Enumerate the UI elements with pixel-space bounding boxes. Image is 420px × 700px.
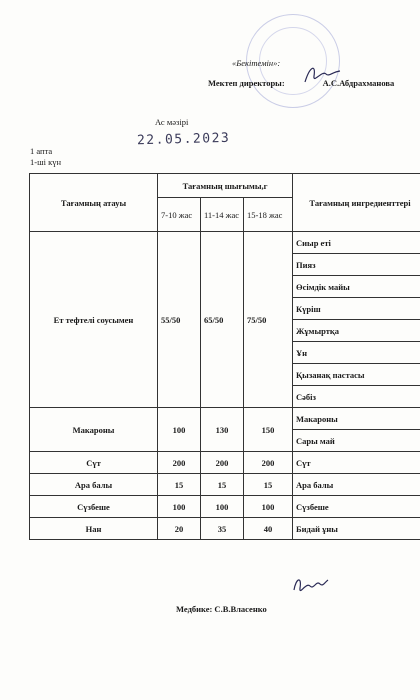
director-name: А.С.Абдрахманова <box>322 78 395 88</box>
ingredient-cell: Бидай ұны <box>293 518 420 540</box>
dish-yield-v2: 130 <box>201 408 244 452</box>
dish-yield-v1: 100 <box>158 496 201 518</box>
ingredient-cell: Макароны <box>293 408 420 430</box>
dish-yield-v3: 200 <box>244 452 293 474</box>
dish-name: Нан <box>30 518 158 540</box>
dish-yield-v1: 55/50 <box>158 232 201 408</box>
header-yield: Тағамның шығымы,г <box>158 174 293 198</box>
ingredient-cell: Қызанақ пастасы <box>293 364 420 386</box>
table-row <box>30 232 420 254</box>
director-signature <box>302 62 342 88</box>
dish-yield-v3: 40 <box>244 518 293 540</box>
dish-yield-v2: 100 <box>201 496 244 518</box>
menu-title: Ас мәзірі <box>155 117 189 127</box>
dish-name: Сүзбеше <box>30 496 158 518</box>
dish-name: Ара балы <box>30 474 158 496</box>
dish-yield-v2: 35 <box>201 518 244 540</box>
header-dish-name: Тағамның атауы <box>30 174 158 232</box>
menu-table <box>29 173 420 540</box>
nurse-signature-line: Медбике: С.В.Власенко <box>176 604 267 614</box>
dish-yield-v1: 15 <box>158 474 201 496</box>
ingredient-cell: Сиыр еті <box>293 232 420 254</box>
table-row <box>30 474 420 496</box>
table-row <box>30 496 420 518</box>
header-age-11-14: 11-14 жас <box>201 198 244 232</box>
approval-heading: «Бекітемін»: <box>232 58 281 68</box>
header-ingredients: Тағамның ингредиенттері <box>293 174 420 232</box>
header-age-15-18: 15-18 жас <box>244 198 293 232</box>
ingredient-cell: Сүт <box>293 452 420 474</box>
handwritten-date: 22.05.2023 <box>136 130 231 149</box>
ingredient-cell: Сәбіз <box>293 386 420 408</box>
director-label: Мектеп директоры: <box>208 78 285 88</box>
dish-yield-v3: 75/50 <box>244 232 293 408</box>
day-label: 1-ші күн <box>30 157 62 167</box>
dish-yield-v2: 200 <box>201 452 244 474</box>
table-row <box>30 408 420 430</box>
dish-yield-v3: 150 <box>244 408 293 452</box>
dish-name: Ет тефтелі соусымен <box>30 232 158 408</box>
table-row <box>30 452 420 474</box>
week-label: 1 апта <box>30 146 53 156</box>
dish-name: Макароны <box>30 408 158 452</box>
ingredient-cell: Күріш <box>293 298 420 320</box>
dish-yield-v1: 100 <box>158 408 201 452</box>
ingredient-cell: Өсімдік майы <box>293 276 420 298</box>
header-age-7-10: 7-10 жас <box>158 198 201 232</box>
ingredient-cell: Сары май <box>293 430 420 452</box>
ingredient-cell: Ара балы <box>293 474 420 496</box>
dish-yield-v1: 20 <box>158 518 201 540</box>
ingredient-cell: Ұн <box>293 342 420 364</box>
dish-yield-v1: 200 <box>158 452 201 474</box>
dish-yield-v2: 65/50 <box>201 232 244 408</box>
table-row <box>30 518 420 540</box>
ingredient-cell: Жұмыртқа <box>293 320 420 342</box>
dish-yield-v2: 15 <box>201 474 244 496</box>
dish-yield-v3: 15 <box>244 474 293 496</box>
nurse-signature <box>290 572 330 600</box>
ingredient-cell: Сүзбеше <box>293 496 420 518</box>
dish-name: Сүт <box>30 452 158 474</box>
dish-yield-v3: 100 <box>244 496 293 518</box>
ingredient-cell: Пияз <box>293 254 420 276</box>
